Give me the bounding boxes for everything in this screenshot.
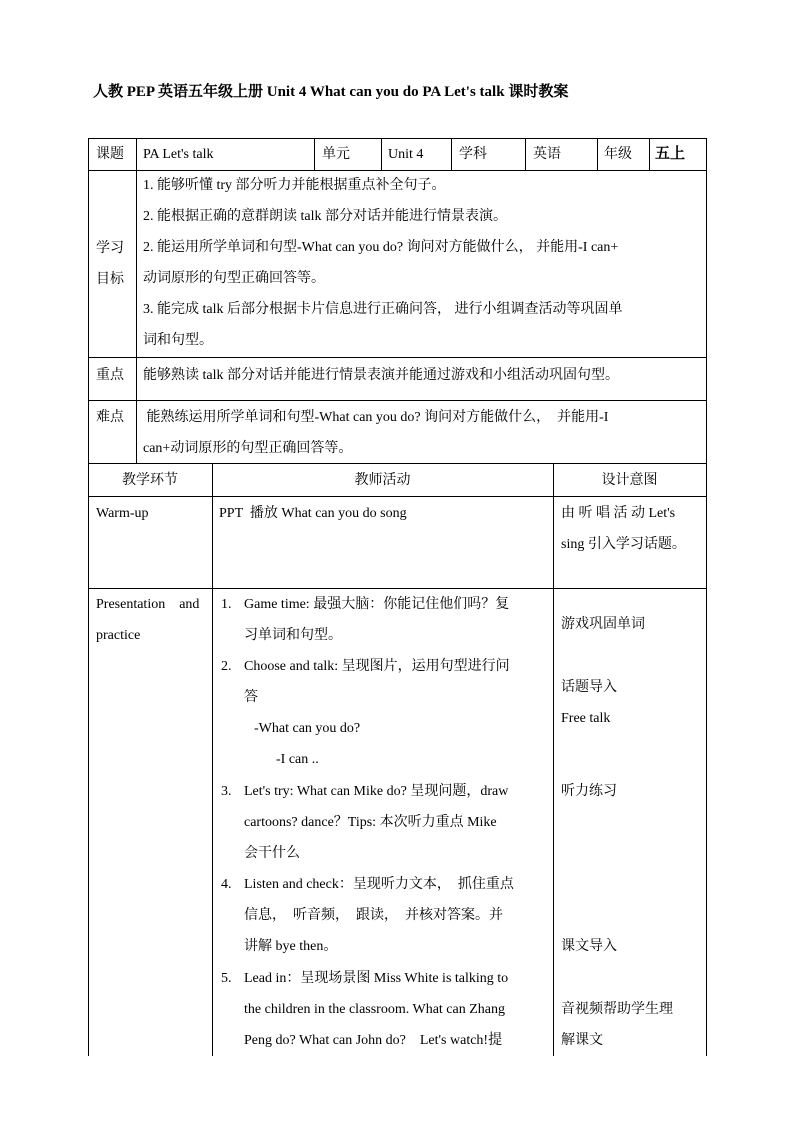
step-line: Let's try: What can Mike do? 呈现问题，draw <box>244 784 509 799</box>
key-point-text: 能够熟读 talk 部分对话并能进行情景表演并能通过游戏和小组活动巩固句型。 <box>143 368 619 383</box>
step-line: Choose and talk: 呈现图片，运用句型进行问 <box>244 659 510 674</box>
step-line: 信息， 听音频， 跟读， 并核对答案。并 <box>244 908 503 923</box>
objective-line: 3. 能完成 talk 后部分根据卡片信息进行正确问答， 进行小组调查活动等巩固单 <box>143 302 623 317</box>
grade-value: 五上 <box>655 146 686 162</box>
table-border <box>88 400 707 401</box>
intent-item: 听力练习 <box>561 784 617 799</box>
step-line: the children in the classroom. What can Zhang <box>244 1002 505 1017</box>
unit-value: Unit 4 <box>388 147 424 162</box>
page-title: 人教 PEP 英语五年级上册 Unit 4 What can you do PA Let's talk 课时教案 <box>93 84 569 100</box>
intent-item: 课文导入 <box>561 939 617 954</box>
grade-label: 年级 <box>604 147 632 162</box>
table-border <box>381 138 382 170</box>
topic-label: 课题 <box>96 147 124 162</box>
key-point-label: 重点 <box>96 368 124 383</box>
warmup-intent-line2: sing 引入学习话题。 <box>561 537 686 552</box>
step-line: 习单词和句型。 <box>244 628 342 643</box>
intent-item: Free talk <box>561 711 611 726</box>
subject-label: 学科 <box>459 147 487 162</box>
table-border <box>451 138 452 170</box>
step-number: 3. <box>221 784 232 799</box>
objective-line: 动词原形的句型正确回答等。 <box>143 271 325 286</box>
objective-line: 2. 能运用所学单词和句型-What can you do? 询问对方能做什么， 并能用-I can+ <box>143 240 619 255</box>
step-line: Peng do? What can John do? Let's watch!提 <box>244 1033 503 1048</box>
presentation-stage-line2: practice <box>96 628 141 643</box>
table-border <box>88 138 89 1056</box>
warmup-intent-line1: 由 听 唱 活 动 Let's <box>561 506 676 521</box>
step-line: 会干什么 <box>244 846 300 861</box>
warmup-stage: Warm-up <box>96 506 149 521</box>
intent-item: 音视频帮助学生理 <box>561 1002 673 1017</box>
header-design-intent: 设计意图 <box>601 473 658 488</box>
step-line: 答 <box>244 690 258 705</box>
intent-item: 解课文 <box>561 1033 603 1048</box>
difficulty-label: 难点 <box>96 410 124 425</box>
table-border <box>649 138 650 170</box>
objective-line: 词和句型。 <box>143 333 213 348</box>
table-border <box>706 138 707 1056</box>
step-line: cartoons? dance？Tips: 本次听力重点 Mike <box>244 815 497 830</box>
step-number: 4. <box>221 877 232 892</box>
table-border <box>212 463 213 1056</box>
objectives-label-line1: 学习 <box>96 241 124 256</box>
step-line: Game time: 最强大脑：你能记住他们吗？复 <box>244 597 510 612</box>
table-border <box>553 463 554 1056</box>
objectives-label-line2: 目标 <box>96 272 124 287</box>
dialogue-question: -What can you do? <box>254 721 361 736</box>
objectives-list <box>143 170 623 356</box>
intent-item: 游戏巩固单词 <box>561 617 645 632</box>
objective-line: 1. 能够听懂 try 部分听力并能根据重点补全句子。 <box>143 178 446 193</box>
step-line: 讲解 bye then。 <box>244 939 338 954</box>
difficulty-text <box>143 402 608 464</box>
header-stage: 教学环节 <box>122 473 178 488</box>
topic-value: PA Let's talk <box>143 147 214 162</box>
objective-line: 2. 能根据正确的意群朗读 talk 部分对话并能进行情景表演。 <box>143 209 507 224</box>
subject-value: 英语 <box>533 147 561 162</box>
step-line: Listen and check：呈现听力文本， 抓住重点 <box>244 877 514 892</box>
presentation-stage-line1: Presentation and <box>96 597 200 612</box>
header-teacher-activity: 教师活动 <box>354 473 411 488</box>
warmup-activity: PPT 播放 What can you do song <box>219 506 407 521</box>
unit-label: 单元 <box>322 147 350 162</box>
table-border <box>136 138 137 463</box>
table-border <box>88 496 707 497</box>
difficulty-line: can+动词原形的句型正确回答等。 <box>143 441 353 456</box>
table-border <box>597 138 598 170</box>
table-border <box>314 138 315 170</box>
difficulty-line: 能熟练运用所学单词和句型-What can you do? 询问对方能做什么， 并能用-I <box>143 410 609 425</box>
intent-item: 话题导入 <box>561 680 617 695</box>
step-number: 1. <box>221 597 232 612</box>
step-line: Lead in：呈现场景图 Miss White is talking to <box>244 971 509 986</box>
table-border <box>88 357 707 358</box>
step-number: 5. <box>221 971 232 986</box>
table-border <box>525 138 526 170</box>
dialogue-answer: -I can .. <box>276 752 319 767</box>
step-number: 2. <box>221 659 232 674</box>
